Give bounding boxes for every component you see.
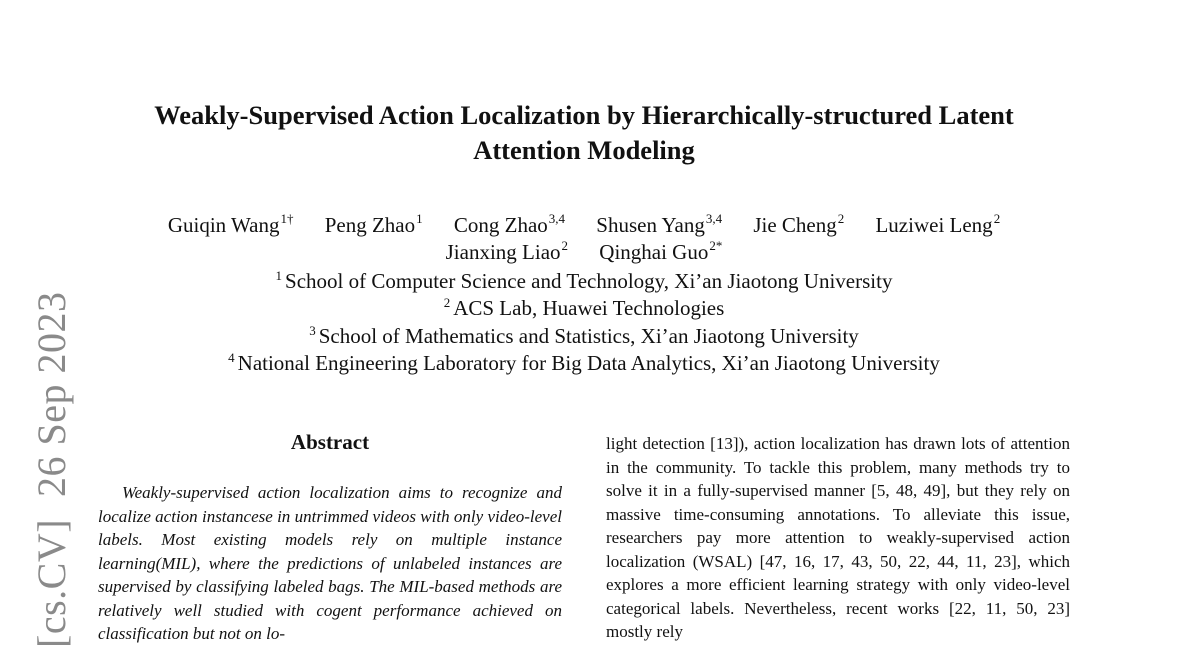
affiliation [90, 350, 1078, 377]
author [325, 213, 423, 237]
arxiv-date: 26 Sep 2023 [29, 291, 74, 497]
affiliation [90, 323, 1078, 350]
affiliation-text: National Engineering Laboratory for Big Data Analytics, Xi’an Jiaotong University [237, 350, 940, 375]
author-name: Shusen Yang [596, 213, 705, 237]
affiliation-number: 2 [443, 295, 451, 311]
author-affil-mark: 1† [280, 211, 294, 226]
author-affil-mark: 2* [709, 238, 723, 253]
arxiv-category: [cs.CV] [29, 518, 74, 648]
affiliation-number: 1 [275, 268, 283, 283]
author-affil-mark: 3,4 [705, 211, 723, 226]
author-name: Guiqin Wang [167, 213, 280, 237]
abstract-text: Weakly-supervised action localization aims to recognize and localize action instancese in untrimmed videos with only video-level labels. Most existing models rely on multiple instance learning(MIL), where the predictions of unlabeled instances are supervised by classifying labeled bags. The MIL-based methods are relatively well studied with cogent performance achieved on classification but not on lo- [98, 483, 562, 643]
paper-title: Weakly-Supervised Action Localization by Hierarchically-structured Latent Attention Modeling [154, 100, 1014, 165]
abstract-heading: Abstract [290, 430, 370, 454]
author-name: Peng Zhao [324, 213, 416, 237]
author-name: Jianxing Liao [445, 240, 561, 264]
affiliation-number: 4 [228, 349, 235, 365]
affiliation-text: School of Computer Science and Technology, Xi’an Jiaotong University [285, 269, 893, 293]
affiliation [90, 268, 1078, 295]
affiliation [90, 295, 1078, 322]
affiliation-number: 3 [309, 322, 316, 338]
author-name: Jie Cheng [753, 213, 837, 237]
author [596, 213, 722, 237]
author [168, 213, 294, 237]
intro-text: light detection [13]), action localization has drawn lots of attention in the community. To tackle this problem, many methods try to solve it in a fully-supervised manner [5, 48, 49], but they rely on massive time-consuming annotations. To alleviate this issue, researchers pay more attention to weakly-supervised action localization (WSAL) [47, 16, 17, 43, 50, 22, 44, 11, 23], which explores a more efficient learning strategy with only video-level categorical labels. Nevertheless, recent works [22, 11, 50, 23] mostly rely [606, 434, 1070, 641]
affiliation-text: School of Mathematics and Statistics, Xi’an Jiaotong University [318, 323, 859, 348]
author-affil-mark: 2 [561, 238, 569, 253]
author-affil-mark: 2 [837, 211, 845, 226]
author-name: Luziwei Leng [875, 213, 993, 237]
author [753, 213, 844, 237]
author-affil-mark: 3,4 [548, 211, 566, 226]
author-list [90, 212, 1078, 266]
arxiv-watermark [28, 269, 75, 648]
author [599, 240, 722, 264]
author-affil-mark: 2 [993, 211, 1001, 226]
affiliation-list [90, 268, 1078, 377]
author [454, 213, 565, 237]
author [446, 240, 568, 264]
affiliation-text: ACS Lab, Huawei Technologies [453, 296, 725, 321]
author-name: Qinghai Guo [599, 240, 709, 264]
author-affil-mark: 1 [416, 211, 423, 226]
author [875, 213, 1000, 237]
author-name: Cong Zhao [453, 213, 548, 237]
